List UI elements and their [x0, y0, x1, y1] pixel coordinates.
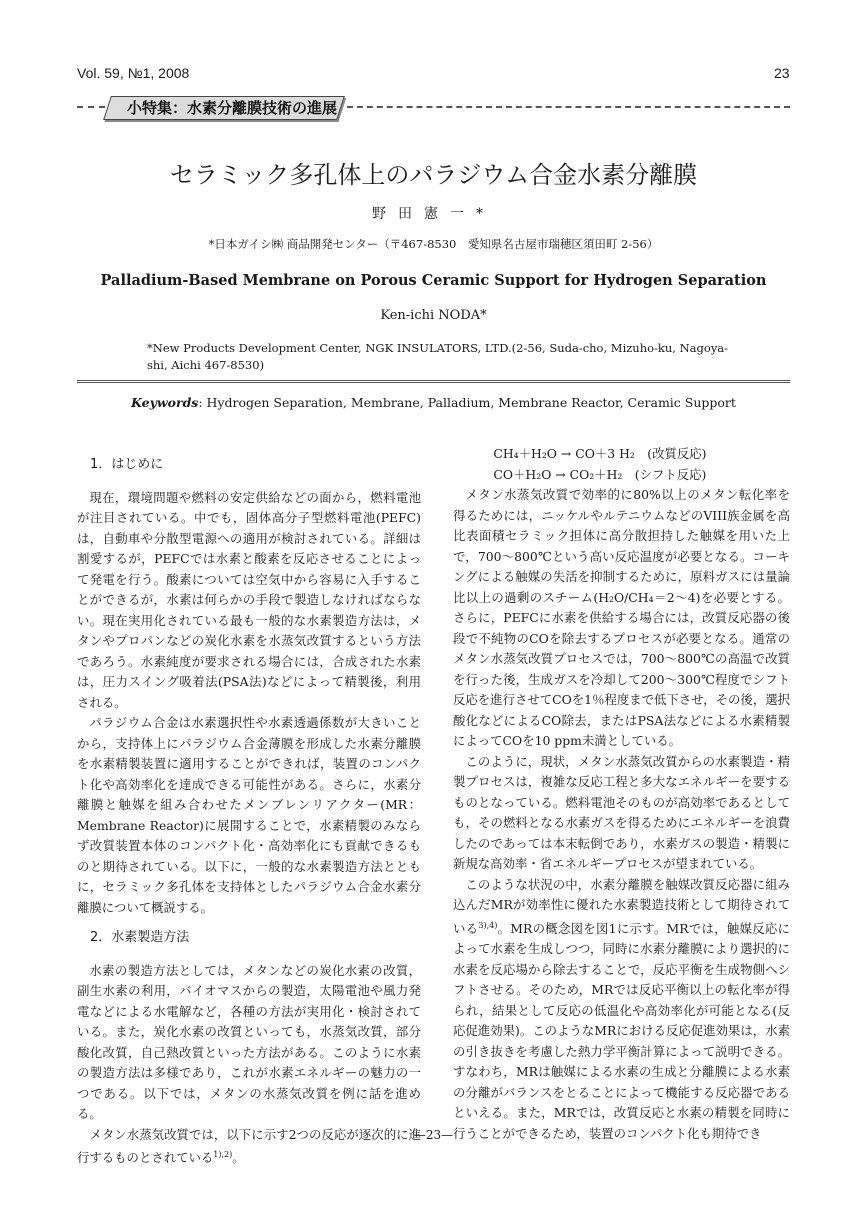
journal-volume: Vol. 59, №1, 2008 [77, 65, 190, 81]
author-ja: 野田憲一* [372, 206, 495, 222]
paragraph-mr-text-b: 。MRの概念図を図1に示す。MRでは，触媒反応によって水素を生成しつつ，同時に水素分離膜により選択的に水素を反応場から除去することで，反応平衡を生成物側へシフトさせる。そのため，MRでは反応平衡以上の転化率が得られ，結果として反応の低温化や高効率化が可能となる(反応促進効果)。このようなMRにおける反応促進効果は，水素の引き抜きを考慮した熱力学平衡計算によって説明できる。すなわち，MRは触媒による水素の生成と分離膜による水素の分離がバランスをとることによって機能する反応器であるといえる。また，MRでは，改質反応と水素の精製を同時に行うことができるため，装置のコンパクト化も期待でき [453, 920, 790, 1141]
paragraph-methods-2-text: メタン水蒸気改質では，以下に示す2つの反応が逐次的に進行するものとされている [77, 1126, 421, 1166]
equation-shift: CO＋H₂O → CO₂＋H₂ (シフト反応) [493, 466, 707, 482]
paragraph-intro-2: パラジウム合金は水素選択性や水素透過係数が大きいことから，支持体上にパラジウム合金薄膜を形成した水素分離膜を水素精製装置に適用することができれば，装置のコンパクト化や高効率化を達成できる可能性がある。さらに，水素分離膜と触媒を組み合わせたメンブレンリアクター(MR：Membrane Reactor)に展開することで，水素精製のみならず改質装置本体のコンパクト化・高効率化にも貢献できるものと期待されている。以下に，一般的な水素製造方法とともに，セラミック多孔体を支持体としたパラジウム合金水素分離膜について概説する。 [77, 715, 421, 915]
paragraph-methods-2-end: 。 [232, 1150, 245, 1166]
left-column [77, 455, 421, 1169]
page-folio: —23— [413, 1128, 454, 1142]
article-title-ja: セラミック多孔体上のパラジウム合金水素分離膜 [169, 161, 698, 189]
section-heading-intro: 1．はじめに [90, 457, 164, 472]
right-column [453, 444, 790, 1144]
citation-3-4: 3),4) [478, 920, 498, 930]
banner-label: 小特集：水素分離膜技術の進展 [127, 99, 338, 117]
section-heading-methods: 2．水素製造方法 [90, 930, 190, 945]
affiliation-ja: *日本ガイシ㈱ 商品開発センター（〒467-8530 愛知県名古屋市瑞穂区須田町 2-56） [208, 237, 659, 251]
special-issue-banner [77, 96, 790, 120]
paragraph-methods-1: 水素の製造方法としては，メタンなどの炭化水素の改質，副生水素の利用，バイオマスからの製造，太陽電池や風力発電などによる水電解など，各種の方法が実用化・検討されている。また，炭化水素の改質といっても，水蒸気改質，部分酸化改質，自己熱改質といった方法がある。このように水素の製造方法は多様であり，これが水素エネルギーの魅力の一つである。以下では，メタンの水蒸気改質を例に話を進める。 [77, 962, 421, 1121]
paragraph-intro-1: 現在，環境問題や燃料の安定供給などの面から，燃料電池が注目されている。中でも，固体高分子型燃料電池(PEFC)は，自動車や分散型電源への適用が検討されている。詳細は割愛するが，PEFCでは水素と酸素を反応させることによって発電を行う。酸素については空気中から容易に入手することができるが，水素は何らかの手段で製造しなければならない。現在実用化されている最も一般的な水素製造方法は，メタンやプロパンなどの炭化水素を水蒸気改質するという方法であろう。水素純度が要求される場合には，合成された水素は，圧力スイング吸着法(PSA法)などによって精製後，利用される。 [77, 489, 421, 710]
paragraph-membrane-reactor [453, 875, 790, 1145]
paragraph-current-process: このように，現状，メタン水蒸気改質からの水素製造・精製プロセスは，複雑な反応工程と多大なエネルギーを要するものとなっている。燃料電池そのものが高効率であるとしても，その燃料となる水素ガスを得るためにエネルギーを浪費したのであっては本末転倒であり，水素ガスの製造・精製に新規な高効率・省エネルギープロセスが望まれている。 [453, 753, 790, 871]
equation-reforming: CH₄＋H₂O → CO＋3 H₂ (改質反応) [493, 446, 707, 461]
paragraph-mr-text-a: このような状況の中，水素分離膜を触媒改質反応器に組み込んだMRが効率性に優れた水素製造技術として期待されている [453, 876, 790, 936]
keywords-line [0, 395, 867, 410]
header-divider [77, 380, 790, 383]
author-en: Ken-ichi NODA* [380, 308, 487, 323]
citation-1-2: 1),2) [213, 1150, 233, 1159]
article-title-en: Palladium-Based Membrane on Porous Ceramic Support for Hydrogen Separation [100, 272, 767, 289]
keywords-text: : Hydrogen Separation, Membrane, Palladium, Membrane Reactor, Ceramic Support [198, 395, 736, 410]
page-number: 23 [774, 65, 790, 81]
keywords-label: Keywords [131, 395, 199, 410]
affiliation-en: *New Products Development Center, NGK INSULATORS, LTD.(2-56, Suda-cho, Mizuho-ku, Nagoya-shi, Aichi 467-8530) [147, 341, 729, 372]
paragraph-reforming: メタン水蒸気改質で効率的に80%以上のメタン転化率を得るためには，ニッケルやルテニウムなどのVIII族金属を高比表面積セラミック担体に高分散担持した触媒を用いた上で，700〜800℃という高い反応温度が必要となる。コーキングによる触媒の失活を抑制するために，原料ガスには量論比以上の過剰のスチーム(H₂O/CH₄＝2〜4)を必要とする。さらに，PEFCに水素を供給する場合には，改質反応器の後段で不純物のCOを除去するプロセスが必要となる。通常のメタン水蒸気改質プロセスでは，700〜800℃の高温で改質を行った後，生成ガスを冷却して200〜300℃程度でシフト反応を進行させてCOを1％程度まで低下させ，その後，選択酸化などによるCO除去，またはPSA法などによる水素精製によってCOを10 ppm未満としている。 [453, 487, 790, 748]
